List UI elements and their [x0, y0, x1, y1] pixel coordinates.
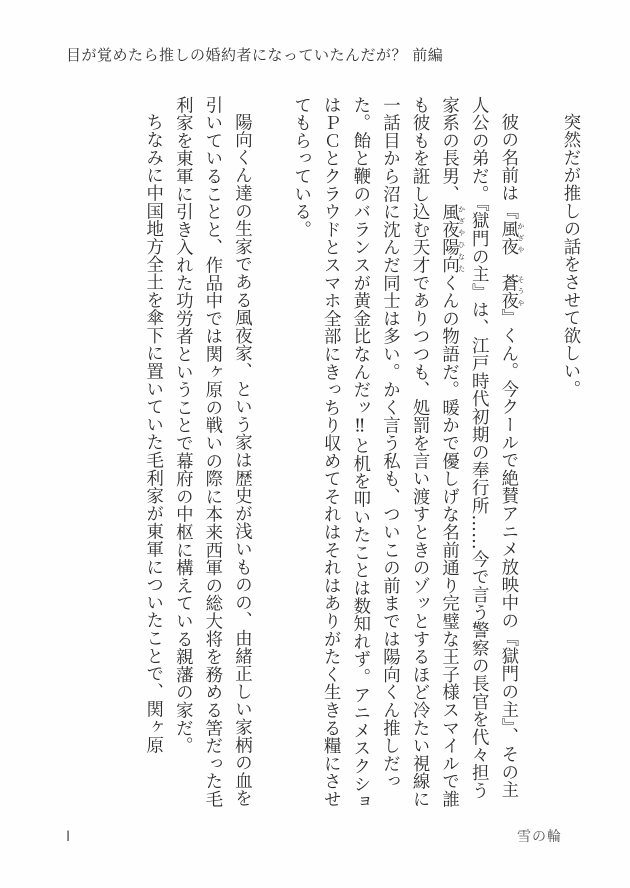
text-run: 陽向くん達の生家である風夜家、という家は歴史が浅いものの、由緒正しい家柄の血を引いていることと、作品中では関ヶ原の戦いの際に本来西軍の総大将を務める筈だった毛利家を東軍に引き入れた功労者ということで幕府の中枢に構えている親藩の家だ。: [172, 96, 252, 808]
paragraph: [285, 96, 525, 816]
ruby-base: 風夜: [438, 202, 459, 239]
text-run: 』くん。今クールで絶賛アニメ放映中の『獄門の主』、その主人公の弟だ。『獄門の主』は、江戸時代初期の奉行所……今で言う警察の長官を代々担う家系の長男、: [438, 96, 518, 800]
ruby-base: 風夜: [497, 220, 518, 256]
novel-body-text: [59, 96, 584, 816]
ruby-word: [497, 273, 525, 310]
text-run: くんの物語だ。暖かで優しげな名前通り完璧な王子様スマイルで誰も彼もを誑し込む天才でありつつも、処罰を言い渡すときのゾッとするほど冷たい視線に一話目から沼に沈んだ同士は多い。かく言う私も、ついこの前までは陽向くん推しだった。飴と鞭のバランスが黄金比なんだッ‼︎と机を叩いたことは数知れず。アニメスクショはＰＣとクラウドとスマホ全部にきっちり収めてそれはそれはありがたく生きる糧にさせてもらっている。: [290, 96, 459, 811]
paragraph: [554, 96, 584, 816]
paragraph: [167, 96, 256, 816]
ruby-reading: かざや: [516, 220, 525, 256]
ruby-word: [438, 238, 466, 275]
author-name: 雪の輪: [517, 829, 562, 845]
page-number: I: [66, 829, 71, 845]
ruby-base: 蒼夜: [497, 273, 518, 310]
text-run: ちなみに中国地方全土を傘下に置いていた毛利家が東軍についたことで、関ヶ原: [142, 113, 163, 755]
text-run: 彼の名前は『: [497, 113, 518, 221]
text-run: [498, 256, 518, 274]
paragraph: [137, 96, 167, 816]
blank-line: [255, 96, 285, 816]
page-header-title: 目が覚めたら推しの婚約者になっていたんだが？ 前編: [66, 46, 444, 64]
ruby-reading: そうや: [516, 273, 525, 310]
ruby-base: 陽向: [438, 238, 459, 275]
ruby-word: [497, 220, 525, 256]
text-run: 突然だが推しの話をさせて欲しい。: [560, 113, 580, 399]
blank-line: [525, 96, 555, 816]
ruby-reading: かざや: [457, 202, 466, 239]
ruby-word: [438, 202, 466, 239]
ruby-reading: ひなた: [457, 238, 466, 275]
